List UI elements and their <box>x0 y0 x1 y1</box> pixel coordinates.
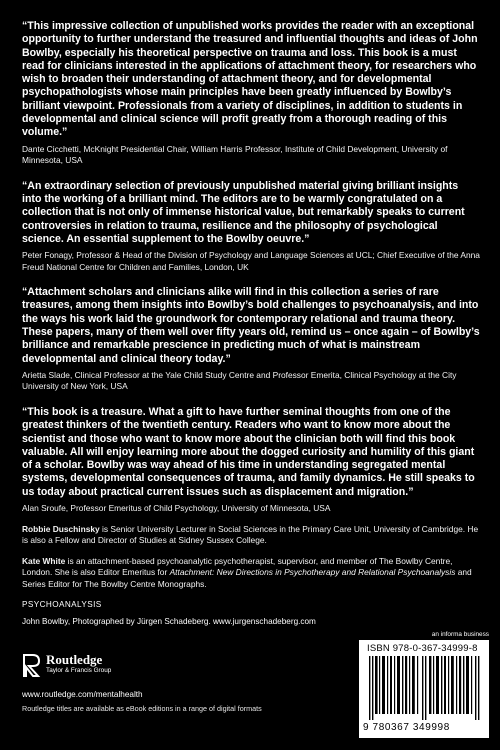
barcode <box>359 640 489 738</box>
publisher-logo <box>22 652 182 678</box>
isbn-label: ISBN 978-0-367-34999-8 <box>367 643 478 654</box>
publisher-name: Routledge <box>46 652 103 667</box>
endorsement-quote: “This book is a treasure. What a gift to have further seminal thoughts from one of the greatest thinkers of the twentieth century. Readers who want to know more about the scientist and those who want to know more about the clinician both will find this book valuable. All will enjoy learning more about the dogged curiosity and humility of this giant of a scholar. Bowlby was way ahead of his time in understanding segregated mental systems, developmental consequences of trauma, and family dynamics. He still speaks to us today about practical current issues such as displacement and migration.” <box>22 405 475 498</box>
editor-bio <box>22 524 480 547</box>
routledge-logo-icon <box>22 652 42 678</box>
editor-bio-text: is an attachment-based psychoanalytic psychotherapist, supervisor, and member of The Bowlby Centre, London. She is also Editor Emeritus for <box>22 555 453 578</box>
endorsement-attribution: Peter Fonagy, Professor & Head of the Division of Psychology and Language Sciences at UCL; Chief Executive of the Anna Freud National Centre for Children and Families, London, UK <box>22 250 480 272</box>
publisher-footer <box>22 631 489 742</box>
endorsement-attribution: Alan Sroufe, Professor Emeritus of Child Psychology, University of Minnesota, USA <box>22 503 331 514</box>
publisher-group: Taylor & Francis Group <box>46 667 112 674</box>
ebook-note: Routledge titles are available as eBook editions in a range of digital formats <box>22 704 262 713</box>
informa-tagline: an informa business <box>431 631 489 638</box>
subject-category: PSYCHOANALYSIS <box>22 600 102 610</box>
endorsement-quote: “An extraordinary selection of previously unpublished material giving brilliant insights into the working of a brilliant mind. The editors are to be warmly congratulated on a collection that is not only of immense historical value, but remarkably speaks to current controversies in relation to trauma, resilience and the philosophy of psychological science. An essential supplement to the Bowlby oeuvre.” <box>22 179 465 245</box>
endorsement-quote: “This impressive collection of unpublished works provides the reader with an exceptional opportunity to further understand the treasured and influential thoughts and ideas of John Bowlby, especially his theoretical perspective on trauma and loss. This book is a must read for clinicians interested in the applications of attachment theory, for researchers who wish to broaden their understanding of attachment theory, and for developmental psychopathologists whose main principles have been greatly influenced by Bowlby’s brilliant viewpoint. Professionals from a variety of disciplines, in addition to students in developmental and clinical science will profit greatly from a thorough reading of this volume.” <box>22 20 478 139</box>
editor-name: Kate White <box>22 555 66 566</box>
barcode-bars-icon <box>367 656 483 720</box>
publisher-url[interactable]: www.routledge.com/mentalhealth <box>22 690 143 699</box>
photo-credit: John Bowlby, Photographed by Jürgen Schadeberg. www.jurgenschadeberg.com <box>22 617 316 627</box>
endorsement-attribution: Arietta Slade, Clinical Professor at the Yale Child Study Centre and Professor Emerita, Clinical Psychology at the City University of New York, USA <box>22 369 457 392</box>
editor-bio-text: is Senior University Lecturer in Social Sciences in the Primary Care Unit, University of Cambridge. He is also a Fellow and Director of Studies at Sidney Sussex College. <box>22 523 479 546</box>
back-cover-text <box>22 20 480 626</box>
editor-name: Robbie Duschinsky <box>22 523 100 534</box>
endorsement-attribution: Dante Cicchetti, McKnight Presidential Chair, William Harris Professor, Institute of Child Development, University of Minnesota, USA <box>22 143 448 166</box>
endorsement-quote: “Attachment scholars and clinicians alike will find in this collection a series of rare treasures, among them insights into Bowlby’s bold challenges to psychoanalysis, and into the ways his work laid the groundwork for contemporary relational and trauma theory. These papers, many of them well over fifty years old, remind us – once again – of Bowlby’s brilliance and remarkable prescience in predicting much of what is mainstream developmental and clinical theory today.” <box>22 286 480 365</box>
barcode-digits: 9 780367 349998 <box>363 722 450 733</box>
editor-bio <box>22 556 480 591</box>
journal-title: Attachment: New Directions in Psychotherapy and Relational Psychoanalysis <box>169 567 456 578</box>
editor-bio-text: and Series Editor for The Bowlby Centre Monographs. <box>22 567 472 589</box>
